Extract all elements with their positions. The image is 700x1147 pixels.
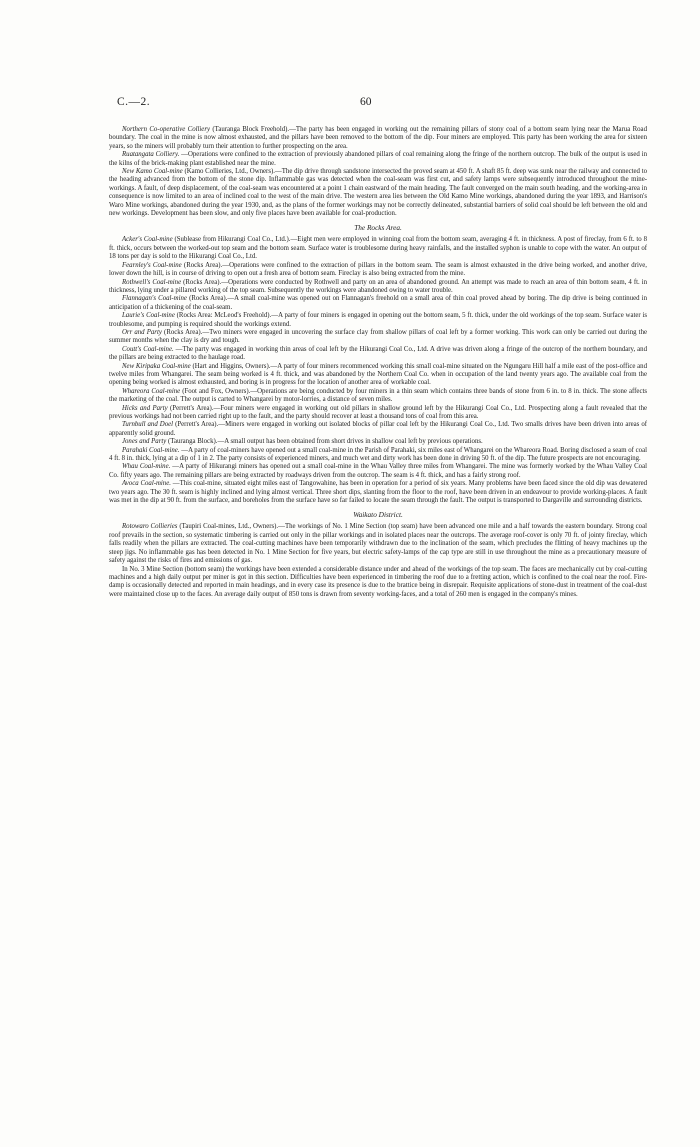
paragraph-lead: (Tauranga Block Freehold).— <box>212 126 296 133</box>
paragraph <box>109 388 647 405</box>
paragraph-text: Four miners were engaged in working out old pillars in shallow ground left by the Hikurangi Coal Co., Ltd. Prospecting along a fault revealed that the previous workings had not been carried right up to the fault, and the party should recover at least a thousand tons of coal from this area. <box>109 404 648 420</box>
paragraph <box>109 405 647 422</box>
paragraph <box>109 363 647 388</box>
paragraph-text: A party of Hikurangi miners has opened out a small coal-mine in the Whau Valley three miles from Whangarei. The mine was formerly worked by the Whau Valley Coal Co. fifty years ago. The remaining pillars are being extracted by roadways driven from the outcrop. The seam is 4 ft. thick, and has a fairly strong roof. <box>109 463 648 479</box>
paragraph <box>109 279 647 296</box>
mine-name: New Kamo Coal-mine <box>122 168 183 176</box>
mine-name: Flannagan's Coal-mine <box>122 295 187 303</box>
paragraph-lead: (Tauranga Block).— <box>167 438 225 446</box>
paragraph-text: The party was engaged in working thin areas of coal left by the Hikurangi Coal Co., Ltd. A drive was driven along a fringe of the outcrop of the northern boundary, and the pillars are being extracted to the haulage road. <box>109 345 647 362</box>
paragraph <box>109 329 647 346</box>
paragraph-lead: (Rocks Area).— <box>164 328 210 336</box>
paragraph <box>109 447 647 464</box>
paragraph-text: The dip drive through sandstone intersected the proved seam at 450 ft. A shaft 85 ft. deep was sunk near the railway and connected to the heading advanced from the bottom of the stone dip. Inflammable gas was detected when the coal-seam was first cut, and safety lamps were subsequently introduced throughout the mine-workings. A fault, of deep displacement, of the coal-seam was encountered at a point 1 chain eastward of the main heading. The fault converged on the main south heading, and the working-area in consequence is now limited to an area of inclined coal to the west of the main drive. The western area lies between the Old Kamo Mine workings, abandoned during the year 1893, and Harrison's Waro Mine workings, abandoned during the year 1930, and, as the plans of the former workings may not be correctly delineated, substantial barriers of solid coal should be left between the old and new workings. Development has been slow, and only five places have been available for coal-production. <box>109 168 648 218</box>
paragraph-lead: (Kamo Collieries, Ltd., Owners).— <box>184 168 282 176</box>
paragraph-lead: (Sublease from Hikurangi Coal Co., Ltd.).— <box>174 236 298 244</box>
paragraph-text: A party of coal-miners have opened out a small coal-mine in the Parish of Parahaki, six miles east of Whangarei on the Whareora Road. Boring disclosed a seam of coal 4 ft. 8 in. thick, lying at a dip of 1 in 2. The party consists of experienced miners, and much wet and dirty work has been done in driving 50 ft. of the dip. The future prospects are not encouraging. <box>109 446 648 463</box>
paragraph-text: This coal-mine, situated eight miles east of Tangowahine, has been in operation for a period of six years. Many problems have been faced since the old dip was dewatered two years ago. The 30 ft. seam is highly inclined and lying almost vertical. Three short dips, slanting from the floor to the roof, have been driven in an endeavour to provide working-places. A fault was met in the dip at 90 ft. from the surface, and boreholes from the surface have so far failed to locate the seam through the fault. The output is transported to Dargaville and surrounding districts. <box>109 480 648 505</box>
document-reference: C.—2. <box>117 96 151 108</box>
paragraph-lead: — <box>172 480 180 488</box>
paragraph-lead: — <box>181 446 189 454</box>
paragraph-text: A party of four miners recommenced working this small coal-mine situated on the Ngungaru Hill half a mile east of the post-office and twelve miles from Whangarei. The seam being worked is 4 ft. thick, and was abandoned by the Northern Coal Co. when in occupation of the land twenty years ago. The available coal from the opening being worked is almost exhausted, and boring is in progress for the location of another area of workable coal. <box>109 362 647 387</box>
paragraph <box>109 421 647 438</box>
paragraph-text: The party has been engaged in working out the remaining pillars of stony coal of a bottom seam lying near the Marua Road boundary. The coal in the mine is now almost exhausted, and the pillars have been removed to the bottom of the dip. Four miners are employed. This party has been working the area for sixteen years, so the miners will probably turn their attention to further prospecting on the area. <box>109 126 647 150</box>
paragraph-lead: (Taupiri Coal-mines, Ltd., Owners).— <box>179 523 285 531</box>
mine-name: Hicks and Party <box>122 404 168 412</box>
mine-name: New Kiripaka Coal-mine <box>122 362 191 370</box>
paragraph <box>109 236 647 261</box>
section-heading: Waikato District. <box>353 510 403 520</box>
paragraph-lead: (Rocks Area: McLeod's Freehold).— <box>176 312 279 320</box>
paragraph <box>109 463 647 480</box>
section-heading: The Rocks Area. <box>354 223 402 233</box>
mine-name: Avoca Coal-mine. <box>122 480 171 488</box>
paragraph-text: In No. 3 Mine Section (bottom seam) the workings have been extended a considerable distance under and ahead of the workings of the top seam. The faces are mechanically cut by coal-cutting machines and a high daily output per miner is got in this section. Difficulties have been experienced in timbering the roof due to a fretting action, which is confined to the coal near the roof. Fire-damp is occasionally detected and reported in main headings, and in every case its presence is due to the brattice being in disrepair. Requisite applications of stone-dust in treatment of the coal-dust were maintained close up to the faces. An average daily output of 850 tons is drawn from seventy working-faces, and a total of 260 men is engaged in the company's mines. <box>109 565 647 598</box>
mine-name: Whau Coal-mine. <box>122 463 171 471</box>
mine-name: Coutt's Coal-mine. <box>122 345 174 353</box>
paragraph-lead: (Rocks Area).— <box>183 261 230 269</box>
mine-name: Whareora Coal-mine <box>122 387 181 395</box>
paragraph-lead: (Rocks Area).— <box>189 295 235 303</box>
paragraph-lead: (Perrett's Area).— <box>175 421 226 429</box>
paragraph <box>109 126 647 151</box>
paragraph <box>109 480 647 505</box>
mine-name: Northern Co-operative Colliery <box>122 126 210 133</box>
paragraph-text: Miners were engaged in working out isolated blocks of pillar coal left by the Hikurangi Coal Co., Ltd. Two smalls drives have been driven into areas of apparently solid ground. <box>109 421 648 437</box>
paragraph-text: Eight men were employed in winning coal from the bottom seam, averaging 4 ft. in thickness. A post of fireclay, from 6 ft. to 8 ft. thick, occurs between the worked-out top seam and the bottom seam. Surface water is troublesome during heavy rainfalls, and the installed syphon is unable to cope with the water. An output of 18 tons per day is sold to the Hikurangi Coal Co., Ltd. <box>109 236 647 261</box>
paragraph <box>109 566 647 600</box>
paragraph-lead: — <box>175 345 183 353</box>
paragraph-lead: (Rocks Area).— <box>183 278 229 286</box>
document-body <box>109 126 647 599</box>
paragraph-text: Two miners were engaged in uncovering the surface clay from shallow pillars of coal left by a former working. This work can only be carried out during the summer months when the clay is dry and tough. <box>109 328 647 345</box>
paragraph <box>109 346 647 363</box>
mine-name: Acker's Coal-mine <box>122 236 173 244</box>
paragraph-text: Operations are being conducted by four miners in a thin seam which contains three bands of stone from 6 in. to 8 in. thick. The stone affects the marketing of the coal. The output is carted to Whangarei by motor-lorries, a distance of seven miles. <box>109 387 648 404</box>
paragraph <box>109 438 647 446</box>
paragraph <box>109 151 647 168</box>
paragraph <box>109 168 647 218</box>
page-header <box>117 96 640 110</box>
mine-name: Rotowaro Collieries <box>122 523 178 531</box>
paragraph-lead: (Foot and Fox, Owners).— <box>182 387 258 395</box>
paragraph-text: Operations were confined to the extraction of previously abandoned pillars of coal remaining along the fringe of the northern outcrop. The bulk of the output is used in the kilns of the brick-making plant established near the mine. <box>109 151 647 167</box>
paragraph-text: A small coal-mine was opened out on Flannagan's freehold on a small area of thin coal proved ahead by boring. The dip drive is being continued in anticipation of a thickening of the coal-seam. <box>109 295 647 311</box>
paragraph <box>109 262 647 279</box>
mine-name: Turnbull and Doel <box>122 421 174 429</box>
mine-name: Fearnley's Coal-mine <box>122 261 182 269</box>
paragraph-text: A party of four miners is engaged in opening out the bottom seam, 5 ft. thick, under the old workings of the top seam. Surface water is troublesome, and pumping is required should the workings extend. <box>109 312 648 328</box>
paragraph-text: Operations were conducted by Rothwell and party on an area of abandoned ground. An attempt was made to reach an area of thin bottom seam, 4 ft. in thickness, lying under a pillared working of the top seam. Subsequently the workings were abandoned owing to water trouble. <box>109 278 648 294</box>
paragraph <box>109 523 647 565</box>
mine-name: Jones and Party <box>122 438 167 446</box>
paragraph-lead: (Hart and Higgins, Owners).— <box>192 362 278 370</box>
paragraph-text: A small output has been obtained from short drives in shallow coal left by previous operations. <box>224 438 483 446</box>
page-number: 60 <box>360 96 372 108</box>
mine-name: Ruatangata Colliery. <box>122 151 180 159</box>
paragraph-lead: — <box>181 151 188 159</box>
mine-name: Laurie's Coal-mine <box>122 312 175 320</box>
paragraph <box>109 312 647 329</box>
mine-name: Orr and Party <box>122 328 162 336</box>
paragraph-text: The workings of No. 1 Mine Section (top seam) have been advanced one mile and a half towards the eastern boundary. Strong coal roof prevails in the section, so systematic timbering is carried out only in the pillar workings and in isolated places near the outcrops. The average roof-cover is only 70 ft. of jointy fireclay, which falls readily when the pillars are extracted. The coal-cutting machines have been temporarily withdrawn due to the inclination of the seam, which precludes the flitting of heavy machines up the steep jigs. No inflammable gas has been detected in No. 1 Mine Section for five years, but electric safety-lamps of the cap type are still in use throughout the mine as a precautionary measure of safety against the risks of fires and emissions of gas. <box>109 523 648 565</box>
paragraph-text: Operations were confined to the extraction of pillars in the bottom seam. The seam is almost exhausted in the drive being worked, and another drive, lower down the hill, is in course of driving to open out a fresh area of bottom seam. Fireclay is also being extracted from the mine. <box>109 261 647 278</box>
mine-name: Parahaki Coal-mine. <box>122 446 180 454</box>
mine-name: Rothwell's Coal-mine <box>122 278 182 286</box>
paragraph-lead: — <box>172 463 180 471</box>
paragraph-lead: (Perrett's Area).— <box>170 404 221 412</box>
paragraph <box>109 295 647 312</box>
